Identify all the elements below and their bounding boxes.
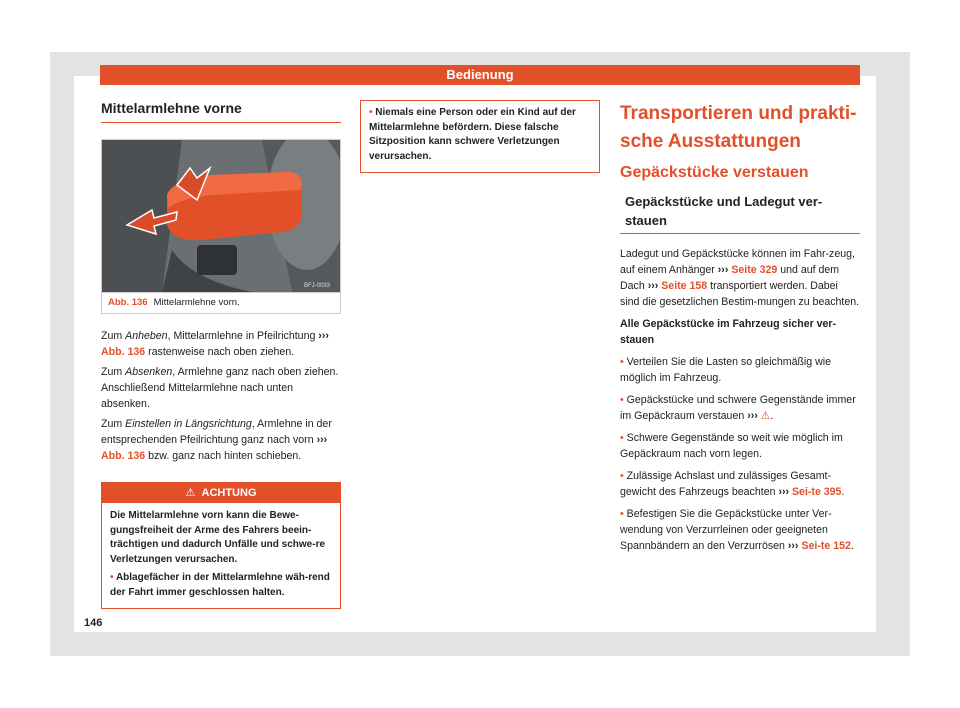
bullet-icon: • (620, 470, 624, 482)
page-link[interactable]: Seite 158 (661, 280, 708, 292)
paragraph-raise: Zum Anheben, Mittelarmlehne in Pfeilrichtung ››› Abb. 136 rastenweise nach oben ziehen. (101, 330, 329, 358)
chapter-title: Transportieren und prakti-sche Ausstattungen (620, 103, 857, 152)
warning-box (101, 482, 341, 609)
warning-icon: ⚠ (185, 487, 196, 499)
column-middle (360, 100, 600, 173)
list-heading: Alle Gepäckstücke im Fahrzeug sicher ver-stauen (620, 318, 837, 346)
page-link[interactable]: Seite 329 (731, 264, 778, 276)
bullet-icon: • (620, 356, 624, 368)
warning-body: Die Mittelarmlehne vorn kann die Bewe-gungsfreiheit der Arme des Fahrers beein-trächtigen und dadurch Unfälle und schwe-re Verletzungen verursachen. • Ablagefächer in der Mittelarmlehne wäh-rend der Fahrt immer geschlossen halten. (110, 510, 330, 598)
page-link[interactable]: Sei-te 152 (801, 540, 851, 552)
caption-number: Abb. 136 (108, 297, 148, 308)
bullet-icon: • (620, 394, 624, 406)
armrest-illustration (102, 140, 340, 292)
warning-icon: ⚠ (760, 410, 771, 422)
paragraph-longitudinal: Zum Einstellen in Längsrichtung, Armlehne in der entsprechenden Pfeilrichtung ganz nach vorn ››› Abb. 136 bzw. ganz nach hinten schieben. (101, 418, 332, 462)
bullet-icon: • (620, 432, 624, 444)
warning-continued: • Niemals eine Person oder ein Kind auf der Mittelarmlehne befördern. Diese falsche Sitzposition kann schwere Verletzungen verursachen. (360, 100, 600, 173)
figure-code: BFJ-0093 (303, 283, 330, 289)
column-left (101, 100, 341, 609)
list-item: • Verteilen Sie die Lasten so gleichmäßig wie möglich im Fahrzeug. (620, 356, 832, 384)
list-item: • Zulässige Achslast und zulässiges Gesamt-gewicht des Fahrzeugs beachten ››› Sei-te 395. (620, 470, 845, 498)
figure-caption (102, 292, 340, 313)
paragraph-lower: Zum Absenken, Armlehne ganz nach oben ziehen. Anschließend Mittelarmlehne nach unten absenken. (101, 366, 339, 410)
page-link[interactable]: Sei-te 395 (791, 486, 842, 498)
section-title: Mittelarmlehne vorne (101, 100, 341, 123)
column-right (620, 100, 860, 560)
list-item: • Befestigen Sie die Gepäckstücke unter Ver-wendung von Verzurrleinen oder geeigneten Spannbändern an den Verzurrösen ››› Sei-te 152. (620, 508, 854, 552)
luggage-instructions (620, 246, 860, 554)
bullet-icon: • (620, 508, 624, 520)
figure-link[interactable]: Abb. 136 (101, 450, 146, 462)
list-item: • Gepäckstücke und schwere Gegenstände immer im Gepäckraum verstauen ››› ⚠. (620, 394, 856, 422)
figure-link[interactable]: Abb. 136 (101, 346, 146, 358)
header-bar: Bedienung (100, 65, 860, 85)
list-item: • Schwere Gegenstände so weit wie möglich im Gepäckraum nach vorn legen. (620, 432, 843, 460)
section-heading: Gepäckstücke verstauen (620, 164, 809, 181)
warning-header: ⚠ ACHTUNG (102, 483, 340, 503)
page-number: 146 (84, 617, 103, 629)
intro-paragraph: Ladegut und Gepäckstücke können im Fahr-zeug, auf einem Anhänger ››› Seite 329 und auf dem Dach ››› Seite 158 transportiert werden. Dabei sind die gesetzlichen Bestim-mungen zu beachten. (620, 248, 860, 308)
bullet-icon: • (369, 107, 373, 118)
figure-armrest (101, 139, 341, 314)
subsection-heading: Gepäckstücke und Ladegut ver-stauen (620, 192, 860, 234)
bullet-icon: • (110, 572, 114, 583)
caption-text: Mittelarmlehne vorn. (153, 297, 240, 308)
armrest-instructions (101, 328, 341, 464)
